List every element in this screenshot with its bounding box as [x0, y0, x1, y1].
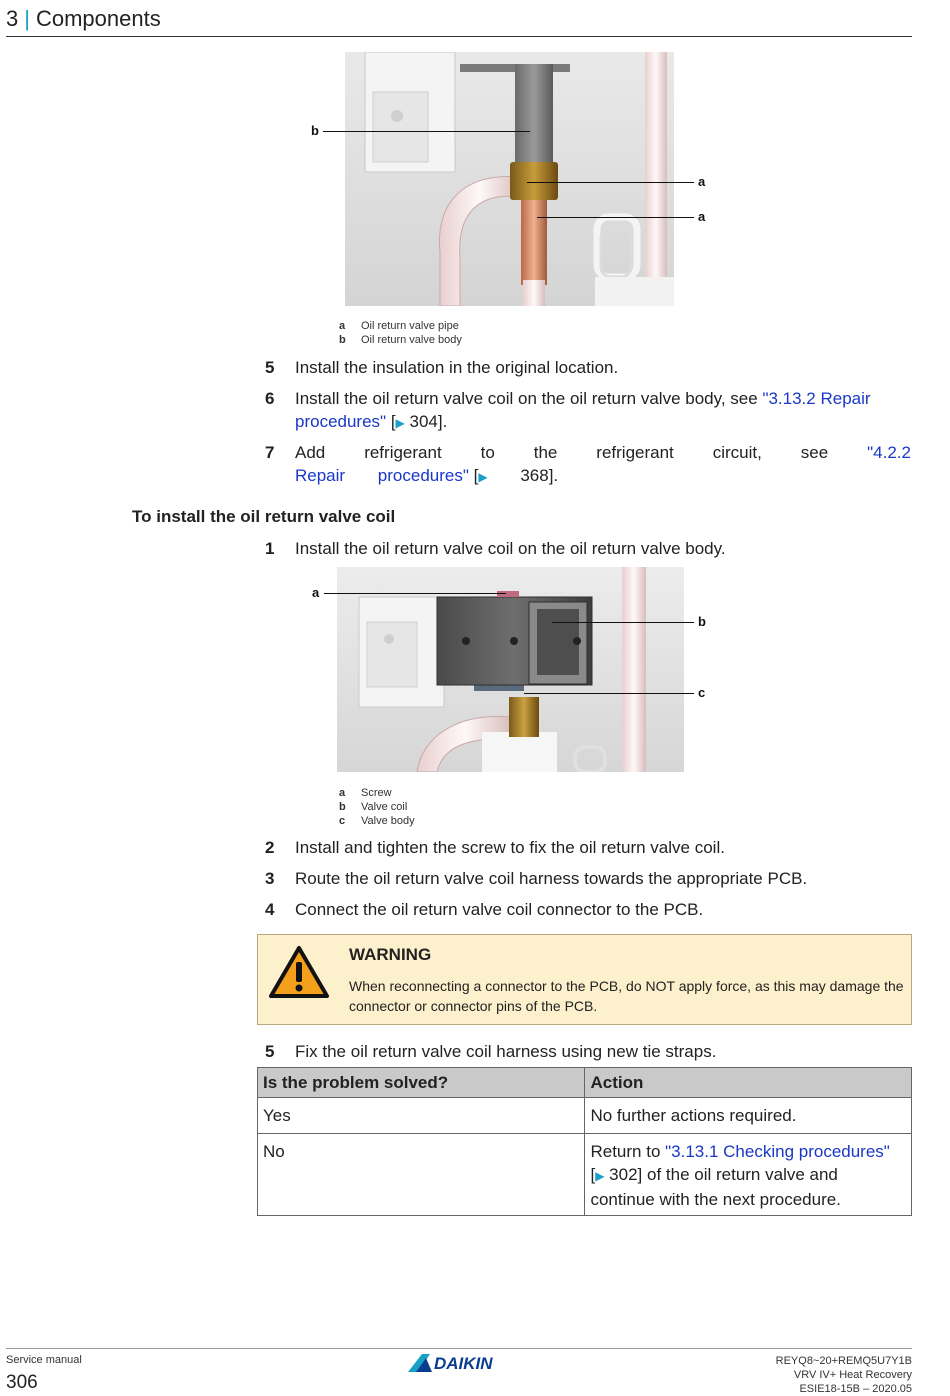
step-number: 1 [265, 539, 275, 558]
page-ref-arrow-icon: ▶ [595, 1169, 605, 1183]
step-text: Fix the oil return valve coil harness using new tie straps. [295, 1042, 717, 1061]
warning-triangle-icon [268, 945, 330, 999]
callout-a-label: a [312, 585, 320, 600]
callout-b-line [323, 131, 530, 132]
warning-title: WARNING [349, 945, 432, 964]
legend-item: a Oil return valve pipe [339, 320, 459, 332]
step-number: 5 [265, 358, 275, 377]
figure-legend [339, 319, 462, 347]
header-rule [6, 36, 912, 37]
chapter-header [6, 6, 161, 32]
step-text: Install the oil return valve coil on the oil return valve body, see "3.13.2 Repair procedures" [▶ 304]. [295, 389, 871, 431]
table-row [258, 1134, 912, 1216]
callout-b-label: b [698, 614, 706, 629]
step-text: Install and tighten the screw to fix the oil return valve coil. [295, 838, 725, 857]
step-number: 6 [265, 389, 275, 408]
callout-b-line [552, 622, 694, 623]
table-cell: Yes [258, 1098, 585, 1134]
daikin-logo [408, 1352, 512, 1379]
legend-item: c Valve body [339, 815, 415, 827]
valve-coil-photo [337, 567, 684, 772]
xref-link[interactable]: "3.13.2 Repair procedures" [295, 389, 871, 431]
result-table [257, 1067, 912, 1216]
callout-c-label: c [698, 685, 706, 700]
xref-link[interactable]: "4.2.2 Repair procedures" [295, 443, 911, 485]
table-row [258, 1098, 912, 1134]
chapter-separator: | [24, 6, 30, 31]
xref-link[interactable]: "3.13.1 Checking procedures" [665, 1142, 890, 1161]
page-number: 306 [6, 1372, 38, 1393]
page-ref-arrow-icon: ▶ [478, 470, 488, 484]
table-header-cell: Is the problem solved? [258, 1068, 585, 1098]
callout-a-line [527, 182, 694, 183]
step-text: Connect the oil return valve coil connector to the PCB. [295, 900, 704, 919]
table-cell: No [258, 1134, 585, 1216]
table-cell: Return to "3.13.1 Checking procedures" [▶ 302] of the oil return valve and continue with the next procedure. [585, 1134, 912, 1216]
section-heading: To install the oil return valve coil [132, 507, 396, 526]
callout-c-line [524, 693, 694, 694]
step-number: 3 [265, 869, 275, 888]
table-header-cell: Action [585, 1068, 912, 1098]
legend-item: b Oil return valve body [339, 334, 462, 346]
page-ref-arrow-icon: ▶ [395, 416, 405, 430]
table-header-row [258, 1068, 912, 1098]
legend-item: b Valve coil [339, 801, 408, 813]
callout-a-label: a [698, 174, 706, 189]
chapter-number: 3 [6, 6, 19, 31]
oil-return-valve-photo [345, 52, 674, 306]
figure-legend [339, 786, 415, 828]
step-text: Add refrigerant to the refrigerant circuit, see "4.2.2 Repair procedures" [▶ 368]. [295, 443, 911, 485]
callout-a-line [537, 217, 694, 218]
warning-text: When reconnecting a connector to the PCB, do NOT apply force, as this may damage the connector or connector pins of the PCB. [349, 978, 904, 1014]
step-number: 7 [265, 443, 275, 462]
step-text: Install the oil return valve coil on the oil return valve body. [295, 539, 726, 558]
step-text: Route the oil return valve coil harness towards the appropriate PCB. [295, 869, 808, 888]
step-number: 2 [265, 838, 275, 857]
step-text: Install the insulation in the original location. [295, 358, 619, 377]
legend-item: a Screw [339, 787, 392, 799]
callout-a-label: a [698, 209, 706, 224]
footer-doc-type: Service manual [6, 1354, 82, 1366]
brand-text: DAIKIN [434, 1354, 493, 1373]
chapter-title: Components [35, 6, 161, 31]
table-cell: No further actions required. [585, 1098, 912, 1134]
callout-a-line [324, 593, 506, 594]
step-number: 5 [265, 1042, 275, 1061]
warning-box [257, 934, 912, 1025]
callout-b-label: b [311, 123, 319, 138]
step-number: 4 [265, 900, 275, 919]
footer-rule [6, 1348, 912, 1349]
footer-doc-info: REYQ8~20+REMQ5U7Y1B VRV IV+ Heat Recovery ESIE18-15B – 2020.05 [775, 1355, 912, 1395]
